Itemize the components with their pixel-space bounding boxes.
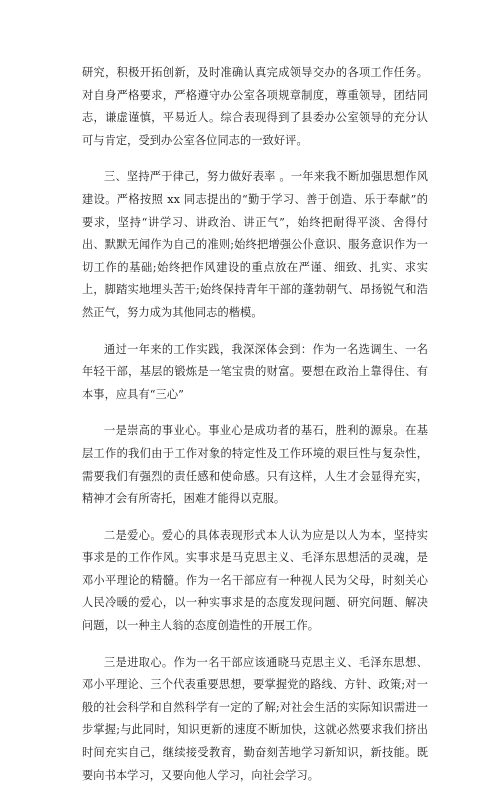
- paragraph-2: 三、坚持严于律己，努力做好表率 。一年来我不断加强思想作风建设。严格按照 xx 同志提出的“勤于学习、善于创造、乐于奉献”的要求，坚持“讲学习、讲政治、讲正气”，始终把耐得平淡、舍得付出、默默无闻作为自己的准则;始终把增强公仆意识、服务意识作为一切工作的基础;始终把作风建设的重点放在严谨、细致、扎实、求实上，脚踏实地埋头苦干;始终保持青年干部的蓬勃朝气、昂扬锐气和浩然正气，努力成为其他同志的楷模。: [82, 170, 428, 319]
- paragraph-4: 一是崇高的事业心。事业心是成功者的基石，胜利的源泉。在基层工作的我们由于工作对象的特定性及工作环境的艰巨性与复杂性，需要我们有强烈的责任感和使命感。只有这样，人生才会显得充实，精神才会有所寄托，困难才能得以克服。: [82, 424, 428, 506]
- paragraph-5: 二是爱心。爱心的具体表现形式本人认为应是以人为本，坚持实事求是的工作作风。实事求是马克思主义、毛泽东思想活的灵魂，是邓小平理论的精髓。作为一名干部应有一种视人民为父母，时刻关心人民冷暖的爱心，以一种实事求是的态度发现问题、研究问题、解决问题，以一种主人翁的态度创造性的开展工作。: [82, 528, 428, 633]
- paragraph-3: 通过一年来的工作实践，我深深体会到：作为一名选调生、一名年轻干部，基层的锻炼是一笔宝贵的财富。要想在政治上靠得住、有本事，应具有“三心”: [82, 342, 428, 401]
- document-body: [82, 62, 428, 801]
- paragraph-6: 三是进取心。作为一名干部应该通晓马克思主义、毛泽东思想、邓小平理论、三个代表重要思想，要掌握党的路线、方针、政策;对一般的社会科学和自然科学有一定的了解;对社会生活的实际知识需进一步掌握;与此同时，知识更新的速度不断加快，这就必然要求我们挤出时间充实自己，继续接受教育，勤奋刻苦地学习新知识，新技能。既要向书本学习，又要向他人学习，向社会学习。: [82, 655, 428, 782]
- paragraph-1: 研究，积极开拓创新，及时准确认真完成领导交办的各项工作任务。对自身严格要求，严格遵守办公室各项规章制度，尊重领导，团结同志，谦虚谨慎，平易近人。综合表现得到了县委办公室领导的充分认可与肯定，受到办公室各位同志的一致好评。: [82, 66, 428, 147]
